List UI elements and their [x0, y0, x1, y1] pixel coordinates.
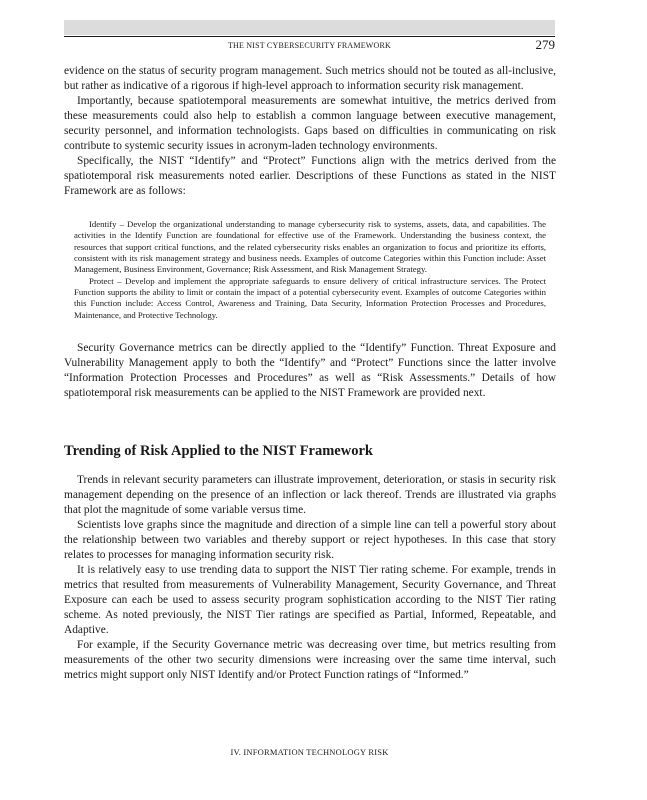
paragraph-3: Specifically, the NIST “Identify” and “Protect” Functions align with the metrics derived from the spatiotemporal risk measurements noted earlier. Descriptions of these Functions as stated in the NIST Framework are as follows:	[64, 155, 556, 197]
header-band	[64, 20, 555, 35]
paragraph-6: Scientists love graphs since the magnitude and direction of a simple line can tell a powerful story about the relationship between two variables and thereby support or reject hypotheses. In this case that story relates to processes for managing information security risk.	[64, 519, 556, 562]
paragraph-4: Security Governance metrics can be directly applied to the “Identify” Function. Threat Exposure and Vulnerability Management apply to both the “Identify” and “Protect” Functions since the latter involve “Information Protection Processes and Procedures” as well as “Risk Assessments.” Details of how spatiotemporal risk measurements can be applied to the NIST Framework are provided next.	[64, 342, 556, 400]
section-heading: Trending of Risk Applied to the NIST Framework	[64, 443, 373, 460]
paragraph-1: evidence on the status of security program management. Such metrics should not be touted as all-inclusive, but rather as indicative of a rigorous if high-level approach to information security risk management.	[64, 65, 556, 92]
page-number: 279	[535, 37, 555, 52]
running-title: THE NIST CYBERSECURITY FRAMEWORK	[227, 41, 392, 50]
quote-identify: Identify – Develop the organizational understanding to manage cybersecurity risk to systems, assets, data, and capabilities. The activities in the Identify Function are foundational for effective use of the Framework. Understanding the business context, the resources that support critical functions, and the related cybersecurity risks enables an organization to focus and prioritize its efforts, consistent with its risk management strategy and business needs. Examples of outcome Categories within this Function include: Asset Management, Business Environment, Governance; Risk Assessment, and Risk Management Strategy.	[74, 219, 546, 275]
paragraph-5: Trends in relevant security parameters can illustrate improvement, deterioration, or stasis in security risk management depending on the presence of an inflection or lack thereof. Trends are illustrated via graphs that plot the magnitude of some variable versus time.	[64, 474, 556, 517]
paragraph-2: Importantly, because spatiotemporal measurements are somewhat intuitive, the metrics derived from these measurements could also help to establish a common language between executive management, security personnel, and information technologists. Gaps based on difficulties in communicating on risk contribute to systemic security issues in acronym-laden technology environments.	[64, 95, 556, 152]
quote-protect: Protect – Develop and implement the appropriate safeguards to ensure delivery of critical infrastructure services. The Protect Function supports the ability to limit or contain the impact of a potential cybersecurity event. Examples of outcome Categories within this Function include: Access Control, Awareness and Training, Data Security, Information Protection Processes and Procedures, Maintenance, and Protective Technology.	[74, 275, 546, 320]
paragraph-8: For example, if the Security Governance metric was decreasing over time, but metrics resulting from measurements of the other two security dimensions were increasing over the same time interval, such metrics might support only NIST Identify and/or Protect Function ratings of “Informed.”	[64, 639, 556, 682]
paragraph-7: It is relatively easy to use trending data to support the NIST Tier rating scheme. For example, trends in metrics that resulted from measurements of Vulnerability Management, Security Governance, and Threat Exposure can each be used to assess security program sophistication according to the NIST Tier rating scheme. As noted previously, the NIST Tier ratings are specified as Partial, Informed, Repeatable, and Adaptive.	[64, 564, 556, 637]
page-body	[64, 64, 556, 683]
block-quote	[74, 219, 546, 321]
header-rule	[64, 36, 555, 37]
footer-part-title: IV. INFORMATION TECHNOLOGY RISK	[230, 747, 389, 757]
